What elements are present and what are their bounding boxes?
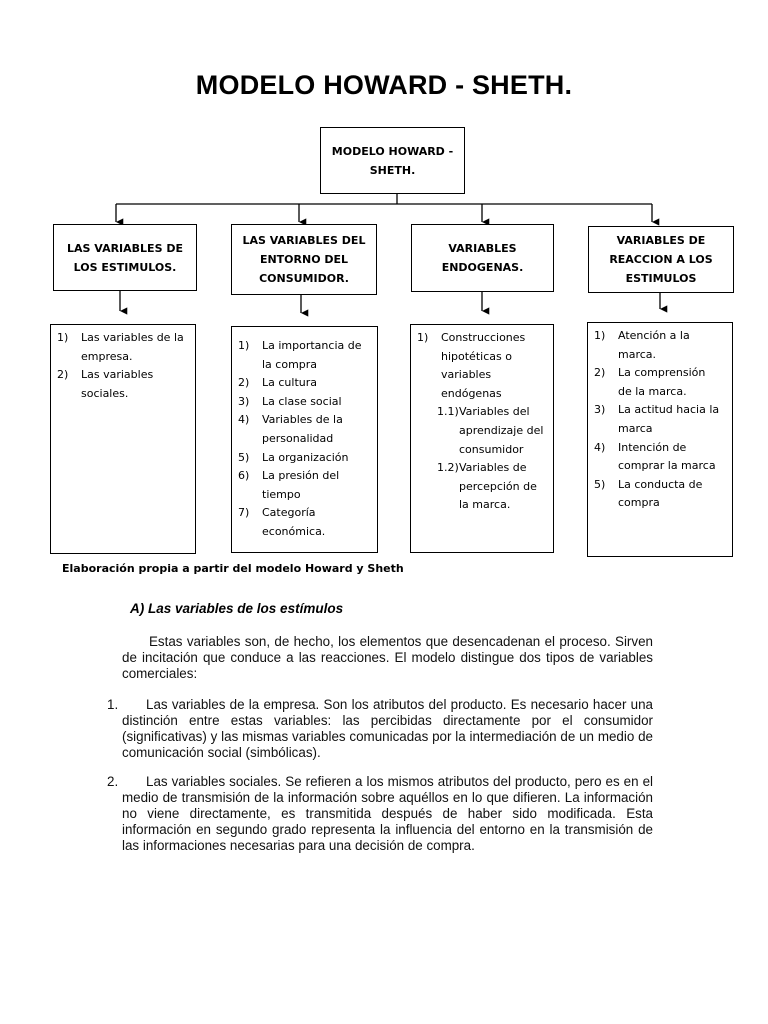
list-endogenas [410,324,554,553]
list-item: 1) Atención a la marca. [594,329,690,361]
list-item: 2) La comprensión de la marca. [594,366,706,398]
header-line: LAS VARIABLES DEL [242,234,366,247]
list-item: 4) Variables de la personalidad [238,413,343,445]
paragraph-number: 2. [107,774,119,789]
list-reaccion [587,322,733,557]
header-line: ENTORNO DEL [259,253,349,266]
list-item: 3) La clase social [238,394,342,408]
document-title: MODELO HOWARD - SHETH. [195,70,573,100]
header-line: ENDOGENAS. [441,261,524,274]
list-item: 5) La conducta de compra [594,477,703,510]
list-item: 1) Las variables de la empresa. [57,331,184,363]
root-node-line: MODELO HOWARD - [331,144,454,158]
list-item: 1) Construcciones hipotéticas o variables endógenas [417,331,526,400]
header-line: VARIABLES DE [616,234,706,247]
paragraph-number: 1. [107,697,119,712]
header-line: REACCION A LOS [609,253,713,266]
list-item: 4) Intención de comprar la marca [594,440,716,473]
header-line: VARIABLES [448,242,517,255]
list-item: 6) La presión del tiempo [238,469,340,501]
list-estimulos [50,324,196,554]
header-line: LOS ESTIMULOS. [73,260,177,274]
list-entorno [231,326,378,553]
list-item: 2) Las variables sociales. [57,368,154,400]
paragraph-text: Las variables sociales. Se refieren a los mismos atributos del producto, pero es en el medio de transmisión de la información sobre aquéllos en lo que difieren. La información no viene directamente, es transmitida después de haber sido modificada. Esta información en segundo grado representa la influencia del entorno en la transmisión de las informaciones necesarias para una decisión de compra. [122,774,653,853]
header-line: CONSUMIDOR. [259,272,349,285]
header-endogenas [411,224,554,292]
header-estimulos [53,224,197,291]
paragraph-text: Las variables de la empresa. Son los atributos del producto. Es necesario hacer una distinción entre estas variables: las percibidas directamente por el consumidor (significativas) y las mismas variables comunicadas por la intermediación de un medio de comunicación social (simbólicas). [122,697,653,760]
header-reaccion [588,226,734,293]
root-node [320,127,465,194]
diagram-caption: Elaboración propia a partir del modelo Howard y Sheth [62,562,404,575]
numbered-paragraph [107,774,653,854]
list-item: 1) La importancia de la compra [238,339,362,371]
header-line: LAS VARIABLES DE [67,241,183,255]
header-line: ESTIMULOS [625,272,697,285]
list-subitem: 1.2) Variables de percepción de la marca. [437,461,537,512]
section-heading: A) Las variables de los estímulos [130,601,344,616]
list-subitem: 1.1) Variables del aprendizaje del consumidor [437,405,544,456]
root-node-line: SHETH. [369,163,416,177]
list-item: 2) La cultura [238,376,317,390]
header-entorno [231,224,377,295]
list-item: 5) La organización [238,450,349,464]
numbered-paragraph [107,697,653,761]
list-item: 3) La actitud hacia la marca [594,403,720,435]
intro-paragraph: Estas variables son, de hecho, los elementos que desencadenan el proceso. Sirven de incitación que conduce a las reacciones. El modelo distingue dos tipos de variables comerciales: [122,634,653,681]
list-item: 7) Categoría económica. [238,506,326,538]
